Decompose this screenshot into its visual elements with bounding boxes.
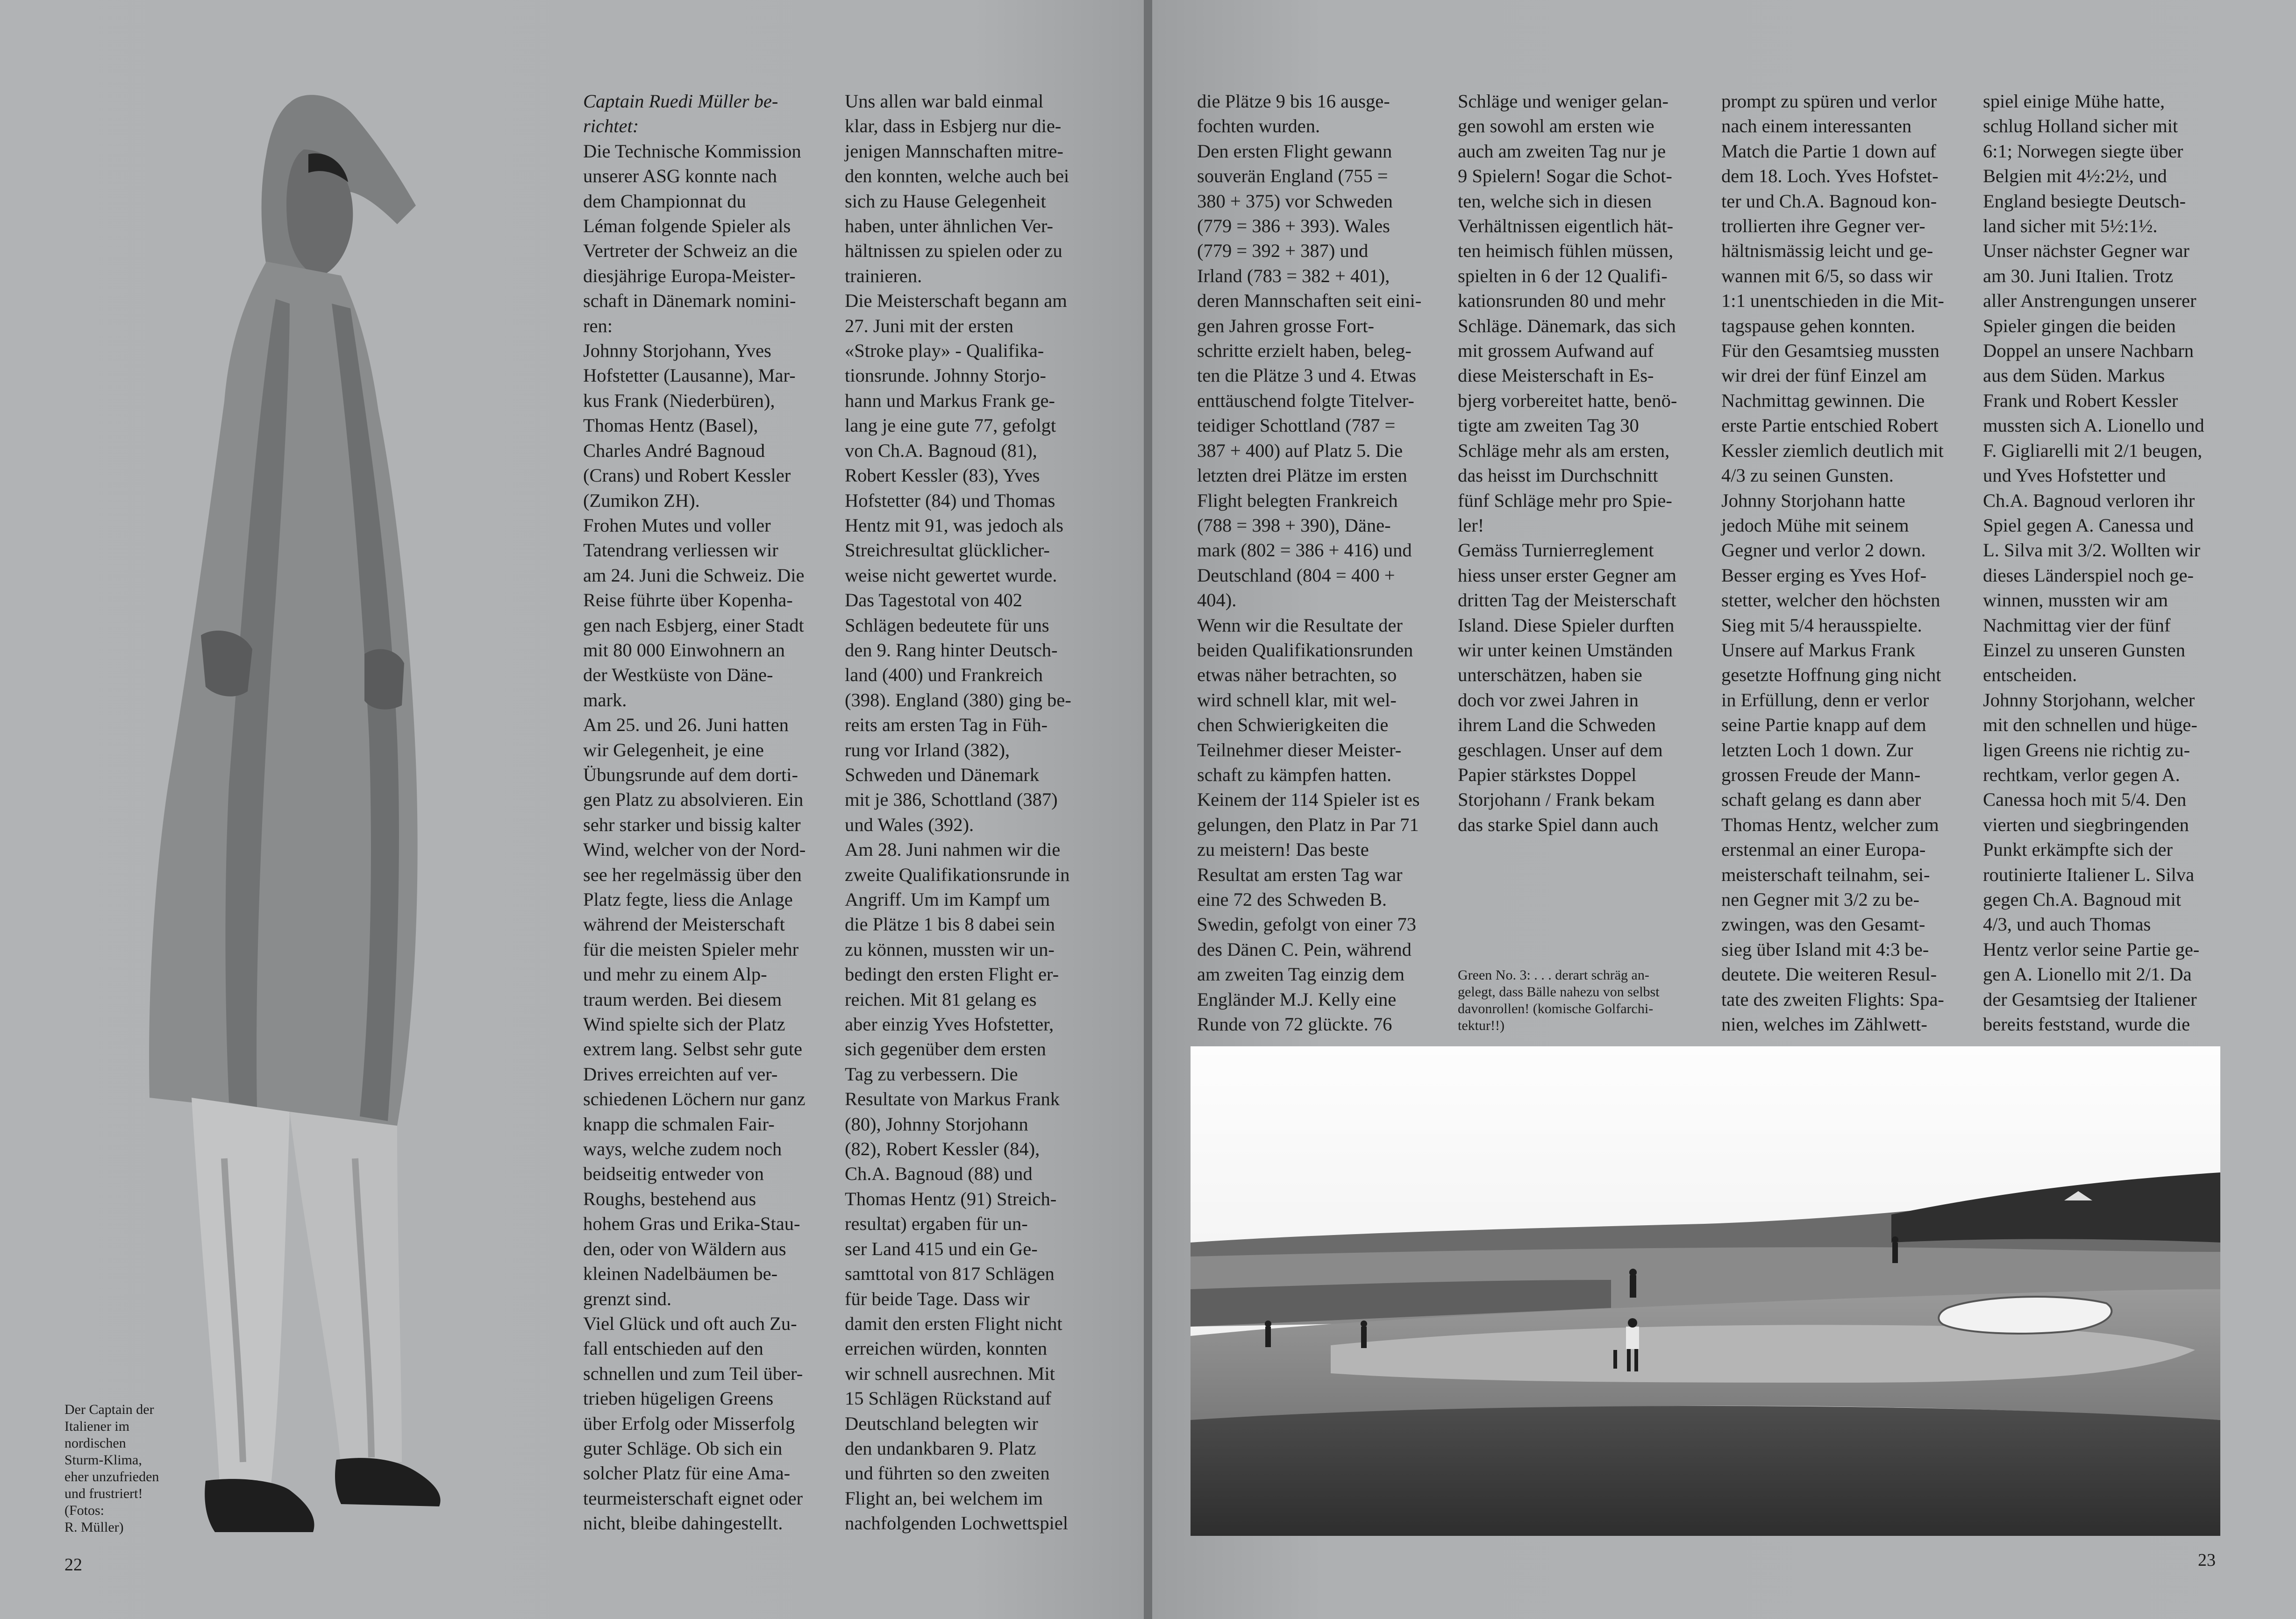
text-line: souverän England (755 = bbox=[1197, 165, 1388, 187]
text-line: schritte erzielt haben, beleg- bbox=[1197, 340, 1412, 362]
text-line: nach einem interessanten bbox=[1721, 115, 1912, 137]
text-line: tagspause gehen konnten. bbox=[1721, 315, 1916, 336]
text-line: rung vor Irland (382), bbox=[845, 739, 1010, 760]
text-line: erreichen würden, konnten bbox=[845, 1338, 1047, 1359]
text-line: Übungsrunde auf dem dorti- bbox=[583, 764, 799, 785]
text-line: und mehr zu einem Alp- bbox=[583, 964, 767, 985]
text-line: 9 Spielern! Sogar die Schot- bbox=[1458, 165, 1672, 187]
text-line: teidiger Schottland (787 = bbox=[1197, 415, 1396, 436]
text-line: vierten und siegbringenden bbox=[1983, 814, 2189, 835]
text-line: meisterschaft teilnahm, sei- bbox=[1721, 864, 1930, 885]
text-line: grossen Freude der Mann- bbox=[1721, 764, 1921, 785]
text-line: 404). bbox=[1197, 589, 1237, 611]
text-line: nachfolgenden Lochwettspiel bbox=[845, 1512, 1068, 1534]
text-line: Schläge. Dänemark, das sich bbox=[1458, 315, 1676, 336]
text-line: Nachmittag vier der fünf bbox=[1983, 614, 2171, 636]
man-in-raincoat-photo bbox=[135, 84, 463, 1541]
text-line: mit je 386, Schottland (387) bbox=[845, 789, 1058, 810]
text-line: Johnny Storjohann hatte bbox=[1721, 490, 1905, 511]
text-line: eine 72 des Schweden B. bbox=[1197, 889, 1387, 910]
text-line: fünf Schläge mehr pro Spie- bbox=[1458, 490, 1672, 511]
text-line: das starke Spiel dann auch bbox=[1458, 814, 1659, 835]
text-line: wir unter keinen Umständen bbox=[1458, 639, 1673, 660]
text-line: Hofstetter (Lausanne), Mar- bbox=[583, 365, 796, 386]
text-line: Schweden und Dänemark bbox=[845, 764, 1040, 785]
text-line: wir schnell ausrechnen. Mit bbox=[845, 1363, 1055, 1384]
golf-course-photo bbox=[1191, 1046, 2220, 1536]
text-line: fochten wurden. bbox=[1197, 115, 1320, 137]
text-line: (779 = 386 + 393). Wales bbox=[1197, 215, 1390, 237]
text-line: fall entschieden auf den bbox=[583, 1338, 763, 1359]
text-line: dem Championnat du bbox=[583, 190, 746, 212]
text-line: jedoch Mühe mit seinem bbox=[1721, 514, 1909, 536]
text-line: samttotal von 817 Schlägen bbox=[845, 1263, 1055, 1285]
text-line: 27. Juni mit der ersten bbox=[845, 315, 1014, 336]
text-line: resultat) ergaben für un- bbox=[845, 1213, 1028, 1235]
text-line: routinierte Italiener L. Silva bbox=[1983, 864, 2195, 885]
photo-caption bbox=[1458, 967, 1697, 1034]
text-line: knapp die schmalen Fair- bbox=[583, 1113, 775, 1135]
text-line: Thomas Hentz, welcher zum bbox=[1721, 814, 1939, 835]
text-line: ligen Greens nie richtig zu- bbox=[1983, 739, 2190, 760]
text-line: zu können, mussten wir un- bbox=[845, 938, 1055, 960]
article-column-6 bbox=[1983, 89, 2222, 1037]
text-line: kleinen Nadelbäumen be- bbox=[583, 1263, 778, 1285]
text-line: see her regelmässig über den bbox=[583, 864, 802, 885]
article-column-5 bbox=[1721, 89, 1962, 1037]
text-line: Thomas Hentz (91) Streich- bbox=[845, 1188, 1057, 1209]
text-line: schaft gelang es dann aber bbox=[1721, 789, 1921, 810]
text-line: Unser nächster Gegner war bbox=[1983, 240, 2189, 262]
text-line: Ch.A. Bagnoud (88) und bbox=[845, 1163, 1033, 1185]
text-line: entscheiden. bbox=[1983, 664, 2077, 686]
text-line: Tatendrang verliessen wir bbox=[583, 540, 778, 561]
text-line: diesjährige Europa-Meister- bbox=[583, 265, 796, 286]
text-line: letzten Loch 1 down. Zur bbox=[1721, 739, 1913, 760]
text-line: Deutschland belegten wir bbox=[845, 1413, 1038, 1434]
text-line: wird schnell klar, mit wel- bbox=[1197, 689, 1397, 710]
text-line: Roughs, bestehend aus bbox=[583, 1188, 756, 1209]
text-line: Ch.A. Bagnoud verloren ihr bbox=[1983, 490, 2195, 511]
text-line: sich zu Hause Gelegenheit bbox=[845, 190, 1046, 212]
text-line: nen Gegner mit 3/2 zu be- bbox=[1721, 889, 1919, 910]
text-line: land sicher mit 5½:1½. bbox=[1983, 215, 2158, 237]
text-line: gegen Ch.A. Bagnoud mit bbox=[1983, 889, 2182, 910]
page-number-right: 23 bbox=[2198, 1550, 2216, 1570]
text-line: ter und Ch.A. Bagnoud kon- bbox=[1721, 190, 1937, 212]
text-line: (Crans) und Robert Kessler bbox=[583, 465, 791, 486]
text-line: und führten so den zweiten bbox=[845, 1463, 1050, 1484]
text-line: beiden Qualifikationsrunden bbox=[1197, 639, 1413, 660]
text-line: reits am ersten Tag in Füh- bbox=[845, 714, 1048, 736]
text-line: (788 = 398 + 390), Däne- bbox=[1197, 514, 1391, 536]
text-line: rechtkam, verlor gegen A. bbox=[1983, 764, 2180, 785]
text-line: zweite Qualifikationsrunde in bbox=[845, 864, 1070, 885]
text-line: bjerg vorbereitet hatte, benö- bbox=[1458, 390, 1677, 411]
text-line: trollierten ihre Gegner ver- bbox=[1721, 215, 1925, 237]
text-line: Thomas Hentz (Basel), bbox=[583, 415, 758, 436]
text-line: hiess unser erster Gegner am bbox=[1458, 564, 1676, 586]
text-line: ten die Plätze 3 und 4. Etwas bbox=[1197, 365, 1417, 386]
text-line: spielten in 6 der 12 Qualifi- bbox=[1458, 265, 1668, 286]
text-line: damit den ersten Flight nicht bbox=[845, 1313, 1062, 1334]
text-line: bedingt den ersten Flight er- bbox=[845, 964, 1059, 985]
text-line: am 30. Juni Italien. Trotz bbox=[1983, 265, 2174, 286]
text-line: winnen, mussten wir am bbox=[1983, 589, 2168, 611]
text-line: Unsere auf Markus Frank bbox=[1721, 639, 1916, 660]
text-line: jenigen Mannschaften mitre- bbox=[845, 140, 1063, 162]
text-line: eher unzufrieden bbox=[64, 1469, 159, 1484]
text-line: tektur!!) bbox=[1458, 1018, 1505, 1033]
text-line: grenzt sind. bbox=[583, 1288, 671, 1309]
text-line: etwas näher betrachten, so bbox=[1197, 664, 1397, 686]
text-line: schlug Holland sicher mit bbox=[1983, 115, 2178, 137]
text-line: deren Mannschaften seit eini- bbox=[1197, 290, 1422, 312]
text-line: Angriff. Um im Kampf um bbox=[845, 889, 1050, 910]
text-line: traum werden. Bei diesem bbox=[583, 988, 782, 1010]
text-line: tate des zweiten Flights: Spa- bbox=[1721, 988, 1944, 1010]
text-line: F. Gigliarelli mit 2/1 beugen, bbox=[1983, 440, 2203, 461]
text-line: gen Jahren grosse Fort- bbox=[1197, 315, 1375, 336]
text-line: schnellen und zum Teil über- bbox=[583, 1363, 803, 1384]
text-line: gelegt, dass Bälle nahezu von selbst bbox=[1458, 984, 1660, 1000]
text-line: Uns allen war bald einmal bbox=[845, 91, 1044, 112]
text-line: Reise führte über Kopenha- bbox=[583, 589, 793, 611]
text-line: (Zumikon ZH). bbox=[583, 490, 700, 511]
text-line: beidseitig entweder von bbox=[583, 1163, 764, 1185]
text-line: tigte am zweiten Tag 30 bbox=[1458, 415, 1639, 436]
left-page bbox=[0, 0, 1144, 1619]
text-line: 380 + 375) vor Schweden bbox=[1197, 190, 1393, 212]
text-line: Wind, welcher von der Nord- bbox=[583, 839, 806, 860]
text-line: schiedenen Löchern nur ganz bbox=[583, 1088, 806, 1110]
text-line: Hentz mit 91, was jedoch als bbox=[845, 514, 1063, 536]
text-line: 387 + 400) auf Platz 5. Die bbox=[1197, 440, 1403, 461]
text-line: 15 Schlägen Rückstand auf bbox=[845, 1388, 1052, 1409]
text-line: die Plätze 1 bis 8 dabei sein bbox=[845, 914, 1055, 935]
text-line: mit den schnellen und hüge- bbox=[1983, 714, 2197, 736]
text-line: ler! bbox=[1458, 514, 1484, 536]
text-line: zu meistern! Das beste bbox=[1197, 839, 1369, 860]
text-line: Für den Gesamtsieg mussten bbox=[1721, 340, 1939, 362]
text-line: lang je eine gute 77, gefolgt bbox=[845, 415, 1056, 436]
text-line: trainieren. bbox=[845, 265, 922, 286]
text-line: Das Tagestotal von 402 bbox=[845, 589, 1022, 611]
text-line: Spiel gegen A. Canessa und bbox=[1983, 514, 2194, 536]
text-line: (82), Robert Kessler (84), bbox=[845, 1138, 1040, 1160]
text-line: klar, dass in Esbjerg nur die- bbox=[845, 115, 1062, 137]
text-line: Schlägen bedeutete für uns bbox=[845, 614, 1049, 636]
text-line: für die meisten Spieler mehr bbox=[583, 938, 799, 960]
text-line: land (400) und Frankreich bbox=[845, 664, 1043, 686]
text-line: seine Partie knapp auf dem bbox=[1721, 714, 1926, 736]
text-line: Besser erging es Yves Hof- bbox=[1721, 564, 1927, 586]
text-line: Punkt erkämpfte sich der bbox=[1983, 839, 2173, 860]
text-line: auch am zweiten Tag nur je bbox=[1458, 140, 1666, 162]
text-line: Die Meisterschaft begann am bbox=[845, 290, 1067, 312]
text-line: ten heimisch fühlen müssen, bbox=[1458, 240, 1674, 262]
text-line: Robert Kessler (83), Yves bbox=[845, 465, 1040, 486]
text-line: des Dänen C. Pein, während bbox=[1197, 938, 1412, 960]
text-line: (80), Johnny Storjohann bbox=[845, 1113, 1028, 1135]
text-line: ihrem Land die Schweden bbox=[1458, 714, 1656, 736]
text-line: in Erfüllung, denn er verlor bbox=[1721, 689, 1929, 710]
text-line: Canessa hoch mit 5/4. Den bbox=[1983, 789, 2187, 810]
text-line: Verhältnissen eigentlich hät- bbox=[1458, 215, 1674, 237]
text-line: diese Meisterschaft in Es- bbox=[1458, 365, 1654, 386]
text-line: den, oder von Wäldern aus bbox=[583, 1238, 786, 1259]
text-line: Green No. 3: . . . derart schräg an- bbox=[1458, 967, 1649, 983]
text-line: das heisst im Durchschnitt bbox=[1458, 465, 1658, 486]
golf-green-landscape-photo bbox=[1191, 1046, 2220, 1536]
spine-gutter bbox=[1144, 0, 1152, 1619]
text-line: trieben hügeligen Greens bbox=[583, 1388, 774, 1409]
page-number-left: 22 bbox=[64, 1555, 82, 1575]
text-line: Charles André Bagnoud bbox=[583, 440, 765, 461]
text-line: hohem Gras und Erika-Stau- bbox=[583, 1213, 800, 1235]
text-line: Storjohann / Frank bekam bbox=[1458, 789, 1655, 810]
article-column-4 bbox=[1458, 89, 1698, 837]
text-line: ways, welche zudem noch bbox=[583, 1138, 782, 1160]
text-line: mussten sich A. Lionello und bbox=[1983, 415, 2204, 436]
text-line: Teilnehmer dieser Meister- bbox=[1197, 739, 1402, 760]
figure-caption bbox=[64, 1401, 186, 1536]
text-line: Hentz verlor seine Partie ge- bbox=[1983, 938, 2200, 960]
text-line: Frank und Robert Kessler bbox=[1983, 390, 2178, 411]
text-line: während der Meisterschaft bbox=[583, 914, 785, 935]
text-line: Resultat am ersten Tag war bbox=[1197, 864, 1403, 885]
text-line: geschlagen. Unser auf dem bbox=[1458, 739, 1663, 760]
text-line: gelungen, den Platz in Par 71 bbox=[1197, 814, 1419, 835]
text-line: Kessler ziemlich deutlich mit bbox=[1721, 440, 1944, 461]
text-line: sieg über Island mit 4:3 be- bbox=[1721, 938, 1929, 960]
text-line: teurmeisterschaft eignet oder bbox=[583, 1487, 803, 1509]
text-line: gesetzte Hoffnung ging nicht bbox=[1721, 664, 1941, 686]
text-line: Vertreter der Schweiz an die bbox=[583, 240, 798, 262]
text-line: hann und Markus Frank ge- bbox=[845, 390, 1055, 411]
text-line: sich gegenüber dem ersten bbox=[845, 1038, 1046, 1060]
text-line: Wenn wir die Resultate der bbox=[1197, 614, 1403, 636]
text-line: Am 28. Juni nahmen wir die bbox=[845, 839, 1061, 860]
text-line: dem 18. Loch. Yves Hofstet- bbox=[1721, 165, 1939, 187]
text-line: extrem lang. Selbst sehr gute bbox=[583, 1038, 803, 1060]
text-line: 6:1; Norwegen siegte über bbox=[1983, 140, 2183, 162]
text-line: Belgien mit 4½:2½, und bbox=[1983, 165, 2167, 187]
text-line: Match die Partie 1 down auf bbox=[1721, 140, 1936, 162]
text-line: 4/3 zu seinen Gunsten. bbox=[1721, 465, 1894, 486]
text-line: unserer ASG konnte nach bbox=[583, 165, 777, 187]
text-line: gen A. Lionello mit 2/1. Da bbox=[1983, 964, 2192, 985]
text-line: Den ersten Flight gewann bbox=[1197, 140, 1392, 162]
text-line: wir drei der fünf Einzel am bbox=[1721, 365, 1927, 386]
text-line: ren: bbox=[583, 315, 613, 336]
text-line: letzten drei Plätze im ersten bbox=[1197, 465, 1407, 486]
text-line: von Ch.A. Bagnoud (81), bbox=[845, 440, 1037, 461]
text-line: Streichresultat glücklicher- bbox=[845, 540, 1050, 561]
text-line: Flight an, bei welchem im bbox=[845, 1487, 1043, 1509]
text-line: spiel einige Mühe hatte, bbox=[1983, 91, 2165, 112]
text-line: den undankbaren 9. Platz bbox=[845, 1437, 1036, 1459]
text-line: (Fotos: bbox=[64, 1503, 105, 1518]
text-line: Am 25. und 26. Juni hatten bbox=[583, 714, 789, 736]
text-line: weise nicht gewertet wurde. bbox=[845, 564, 1057, 586]
text-line: England besiegte Deutsch- bbox=[1983, 190, 2186, 212]
text-line: schaft in Dänemark nomini- bbox=[583, 290, 796, 312]
text-line: zwingen, was den Gesamt- bbox=[1721, 914, 1925, 935]
text-line: und Wales (392). bbox=[845, 814, 974, 835]
text-line: unterschätzen, haben sie bbox=[1458, 664, 1642, 686]
text-line: (398). England (380) ging be- bbox=[845, 689, 1071, 710]
text-line: ser Land 415 und ein Ge- bbox=[845, 1238, 1038, 1259]
text-line: mit grossem Aufwand auf bbox=[1458, 340, 1654, 362]
text-line: (779 = 392 + 387) und bbox=[1197, 240, 1369, 262]
text-line: guter Schläge. Ob sich ein bbox=[583, 1437, 783, 1459]
text-line: Swedin, gefolgt von einer 73 bbox=[1197, 914, 1417, 935]
text-line: nien, welches im Zählwett- bbox=[1721, 1014, 1927, 1035]
text-line: solcher Platz für eine Ama- bbox=[583, 1463, 791, 1484]
text-line: und Yves Hofstetter und bbox=[1983, 465, 2166, 486]
text-line: sehr starker und bissig kalter bbox=[583, 814, 801, 835]
text-line: mit 80 000 Einwohnern an bbox=[583, 639, 785, 660]
text-line: Italiener im bbox=[64, 1419, 130, 1434]
text-line: stetter, welcher den höchsten bbox=[1721, 589, 1940, 611]
article-lead: Captain Ruedi Müller be- bbox=[583, 91, 778, 112]
text-line: aus dem Süden. Markus bbox=[1983, 365, 2165, 386]
text-line: der Gesamtsieg der Italiener bbox=[1983, 988, 2197, 1010]
text-line: über Erfolg oder Misserfolg bbox=[583, 1413, 795, 1434]
text-line: mark. bbox=[583, 689, 627, 710]
text-line: Spieler gingen die beiden bbox=[1983, 315, 2176, 336]
text-line: Schläge und weniger gelan- bbox=[1458, 91, 1669, 112]
text-line: 4/3, und auch Thomas bbox=[1983, 914, 2151, 935]
text-line: schaft zu kämpfen hatten. bbox=[1197, 764, 1392, 785]
text-line: Engländer M.J. Kelly eine bbox=[1197, 988, 1397, 1010]
text-line: Der Captain der bbox=[64, 1402, 154, 1417]
article-column-3 bbox=[1197, 89, 1435, 1037]
text-line: wannen mit 6/5, so dass wir bbox=[1721, 265, 1933, 286]
text-line: der Westküste von Däne- bbox=[583, 664, 773, 686]
text-line: Irland (783 = 382 + 401), bbox=[1197, 265, 1390, 286]
text-line: die Plätze 9 bis 16 ausge- bbox=[1197, 91, 1390, 112]
text-line: tionsrunde. Johnny Storjo- bbox=[845, 365, 1046, 386]
text-line: aber einzig Yves Hofstetter, bbox=[845, 1014, 1054, 1035]
text-line: Resultate von Markus Frank bbox=[845, 1088, 1060, 1110]
text-line: den 9. Rang hinter Deutsch- bbox=[845, 639, 1058, 660]
text-line: davonrollen! (komische Golfarchi- bbox=[1458, 1001, 1654, 1016]
text-line: am 24. Juni die Schweiz. Die bbox=[583, 564, 805, 586]
text-line: hältnissen zu spielen oder zu bbox=[845, 240, 1062, 262]
article-column-1 bbox=[583, 89, 822, 1536]
text-line: Johnny Storjohann, welcher bbox=[1983, 689, 2195, 710]
text-line: nicht, bleibe dahingestellt. bbox=[583, 1512, 783, 1534]
text-line: Sieg mit 5/4 herausspielte. bbox=[1721, 614, 1922, 636]
text-line: Frohen Mutes und voller bbox=[583, 514, 771, 536]
text-line: Gegner und verlor 2 down. bbox=[1721, 540, 1926, 561]
text-line: 1:1 unentschieden in die Mit- bbox=[1721, 290, 1944, 312]
text-line: Runde von 72 glückte. 76 bbox=[1197, 1014, 1392, 1035]
text-line: Tag zu verbessern. Die bbox=[845, 1063, 1018, 1085]
text-line: kus Frank (Niederbüren), bbox=[583, 390, 775, 411]
text-line: hältnismässig leicht und ge- bbox=[1721, 240, 1933, 262]
article-lead: richtet: bbox=[583, 115, 639, 137]
text-line: Platz fegte, liess die Anlage bbox=[583, 889, 793, 910]
text-line: doch vor zwei Jahren in bbox=[1458, 689, 1639, 710]
text-line: Sturm-Klima, bbox=[64, 1452, 142, 1468]
text-line: Doppel an unsere Nachbarn bbox=[1983, 340, 2194, 362]
text-line: kationsrunden 80 und mehr bbox=[1458, 290, 1666, 312]
text-line: Deutschland (804 = 400 + bbox=[1197, 564, 1395, 586]
text-line: und frustriert! bbox=[64, 1486, 143, 1501]
text-line: L. Silva mit 3/2. Wollten wir bbox=[1983, 540, 2201, 561]
text-line: haben, unter ähnlichen Ver- bbox=[845, 215, 1054, 237]
text-line: Wind spielte sich der Platz bbox=[583, 1014, 785, 1035]
text-line: bereits feststand, wurde die bbox=[1983, 1014, 2190, 1035]
text-line: erste Partie entschied Robert bbox=[1721, 415, 1939, 436]
text-line: gen sowohl am ersten wie bbox=[1458, 115, 1654, 137]
text-line: Schläge mehr als am ersten, bbox=[1458, 440, 1670, 461]
text-line: Hofstetter (84) und Thomas bbox=[845, 490, 1055, 511]
text-line: aller Anstrengungen unserer bbox=[1983, 290, 2196, 312]
text-line: «Stroke play» - Qualifika- bbox=[845, 340, 1044, 362]
text-line: deutete. Die weiteren Resul- bbox=[1721, 964, 1937, 985]
text-line: reichen. Mit 81 gelang es bbox=[845, 988, 1037, 1010]
text-line: enttäuschend folgte Titelver- bbox=[1197, 390, 1414, 411]
text-line: Island. Diese Spieler durften bbox=[1458, 614, 1675, 636]
text-line: Viel Glück und oft auch Zu- bbox=[583, 1313, 797, 1334]
text-line: chen Schwierigkeiten die bbox=[1197, 714, 1389, 736]
text-line: gen nach Esbjerg, einer Stadt bbox=[583, 614, 804, 636]
article-column-2 bbox=[845, 89, 1086, 1536]
text-line: dritten Tag der Meisterschaft bbox=[1458, 589, 1676, 611]
text-line: R. Müller) bbox=[64, 1520, 124, 1535]
text-line: dieses Länderspiel noch ge- bbox=[1983, 564, 2194, 586]
text-line: Papier stärkstes Doppel bbox=[1458, 764, 1637, 785]
text-line: Johnny Storjohann, Yves bbox=[583, 340, 771, 362]
text-line: für beide Tage. Dass wir bbox=[845, 1288, 1030, 1309]
text-line: mark (802 = 386 + 416) und bbox=[1197, 540, 1412, 561]
text-line: Keinem der 114 Spieler ist es bbox=[1197, 789, 1420, 810]
text-line: Léman folgende Spieler als bbox=[583, 215, 791, 237]
text-line: nordischen bbox=[64, 1435, 126, 1451]
text-line: Einzel zu unseren Gunsten bbox=[1983, 639, 2185, 660]
text-line: ten, welche sich in diesen bbox=[1458, 190, 1652, 212]
text-line: gen Platz zu absolvieren. Ein bbox=[583, 789, 804, 810]
text-line: prompt zu spüren und verlor bbox=[1721, 91, 1937, 112]
text-line: wir Gelegenheit, je eine bbox=[583, 739, 764, 760]
text-line: Drives erreichten auf ver- bbox=[583, 1063, 778, 1085]
text-line: erstenmal an einer Europa- bbox=[1721, 839, 1926, 860]
text-line: Nachmittag gewinnen. Die bbox=[1721, 390, 1925, 411]
text-line: Flight belegten Frankreich bbox=[1197, 490, 1398, 511]
text-line: Gemäss Turnierreglement bbox=[1458, 540, 1654, 561]
text-line: den konnten, welche auch bei bbox=[845, 165, 1070, 187]
text-line: Die Technische Kommission bbox=[583, 140, 801, 162]
text-line: am zweiten Tag einzig dem bbox=[1197, 964, 1405, 985]
